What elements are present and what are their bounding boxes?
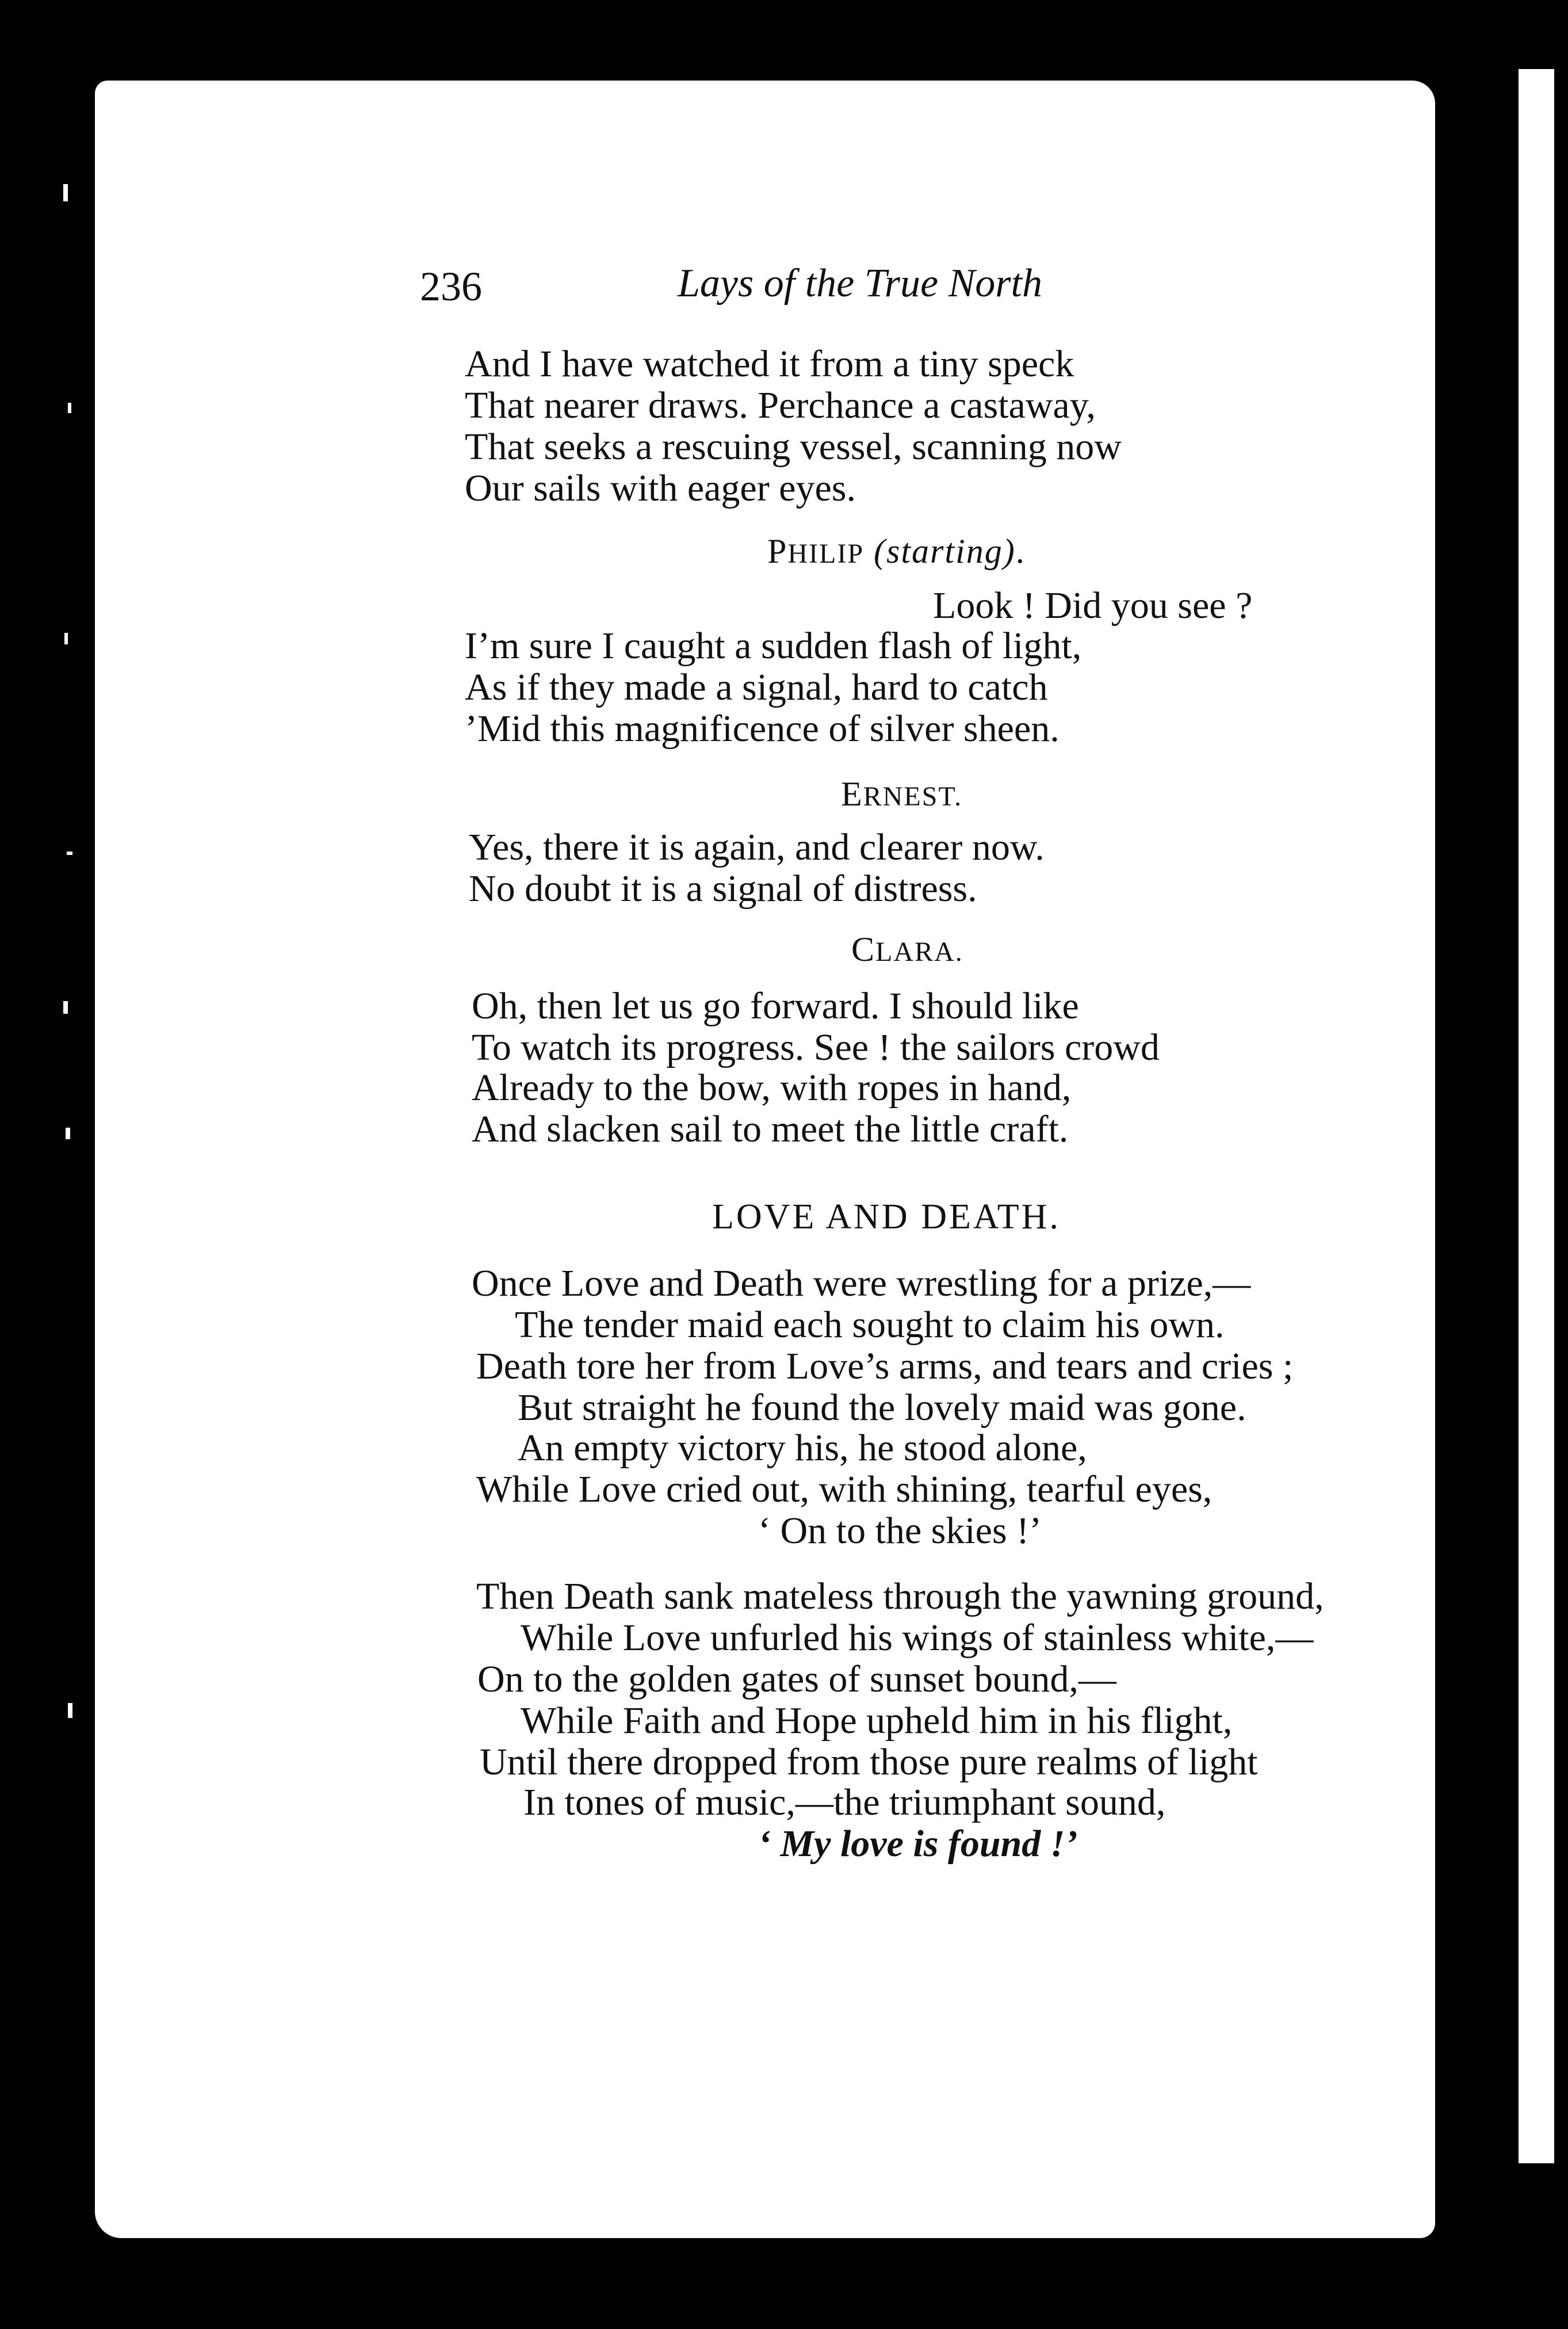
verse-line: I’m sure I caught a sudden flash of light, [465,625,1082,667]
speaker-ernest [841,777,962,811]
page-number: 236 [420,264,482,310]
verse-line: In tones of music,—the triumphant sound, [523,1781,1166,1823]
verse-line: While Love unfurled his wings of stainless white,— [521,1617,1314,1659]
verse-line: And slacken sail to meet the little craft. [472,1108,1069,1150]
speaker-period: . [1015,532,1026,570]
verse-line: That nearer draws. Perchance a castaway, [465,384,1096,426]
verse-line: To watch its progress. See ! the sailors crowd [472,1026,1160,1068]
verse-line: Our sails with eager eyes. [465,467,856,509]
verse-line: Already to the bow, with ropes in hand, [472,1067,1072,1109]
speaker-philip [767,534,1026,568]
verse-line: As if they made a signal, hard to catch [465,666,1048,708]
verse-line: While Love cried out, with shining, tearful eyes, [476,1468,1213,1510]
verse-line: Look ! Did you see ? [933,585,1253,627]
verse-line: And I have watched it from a tiny speck [465,343,1074,385]
verse-line: Once Love and Death were wrestling for a prize,— [472,1262,1251,1304]
speaker-name-rest: RNEST. [863,781,963,812]
verse-line: On to the golden gates of sunset bound,— [477,1658,1116,1700]
verse-line: An empty victory his, he stood alone, [518,1427,1087,1469]
verse-line: No doubt it is a signal of distress. [469,868,977,910]
verse-line: ‘ On to the skies !’ [758,1510,1042,1552]
speaker-name-rest: LARA. [875,937,963,967]
running-title: Lays of the True North [678,261,1042,306]
speaker-clara [851,932,963,967]
speaker-name-rest: HILIP [787,539,865,569]
verse-line: ‘ My love is found !’ [758,1823,1078,1865]
verse-line: Yes, there it is again, and clearer now. [469,826,1045,868]
verse-line: ’Mid this magnificence of silver sheen. [465,708,1060,750]
verse-line: Until there dropped from those pure realms of light [480,1741,1258,1783]
verse-line: Then Death sank mateless through the yawning ground, [476,1575,1324,1617]
verse-line: Oh, then let us go forward. I should like [472,985,1079,1027]
verse-line: While Faith and Hope upheld him in his flight, [521,1700,1233,1742]
verse-line: The tender maid each sought to claim his own. [515,1304,1225,1346]
speaker-name-initial: E [841,775,863,813]
stage-direction: (starting) [874,532,1016,570]
poem-title: LOVE AND DEATH. [712,1197,1061,1236]
verse-line: But straight he found the lovely maid was gone. [518,1387,1246,1429]
verse-line: That seeks a rescuing vessel, scanning now [465,426,1122,468]
speaker-name-initial: P [767,532,788,570]
verse-line: Death tore her from Love’s arms, and tears and cries ; [476,1345,1294,1387]
speaker-name-initial: C [851,930,876,968]
